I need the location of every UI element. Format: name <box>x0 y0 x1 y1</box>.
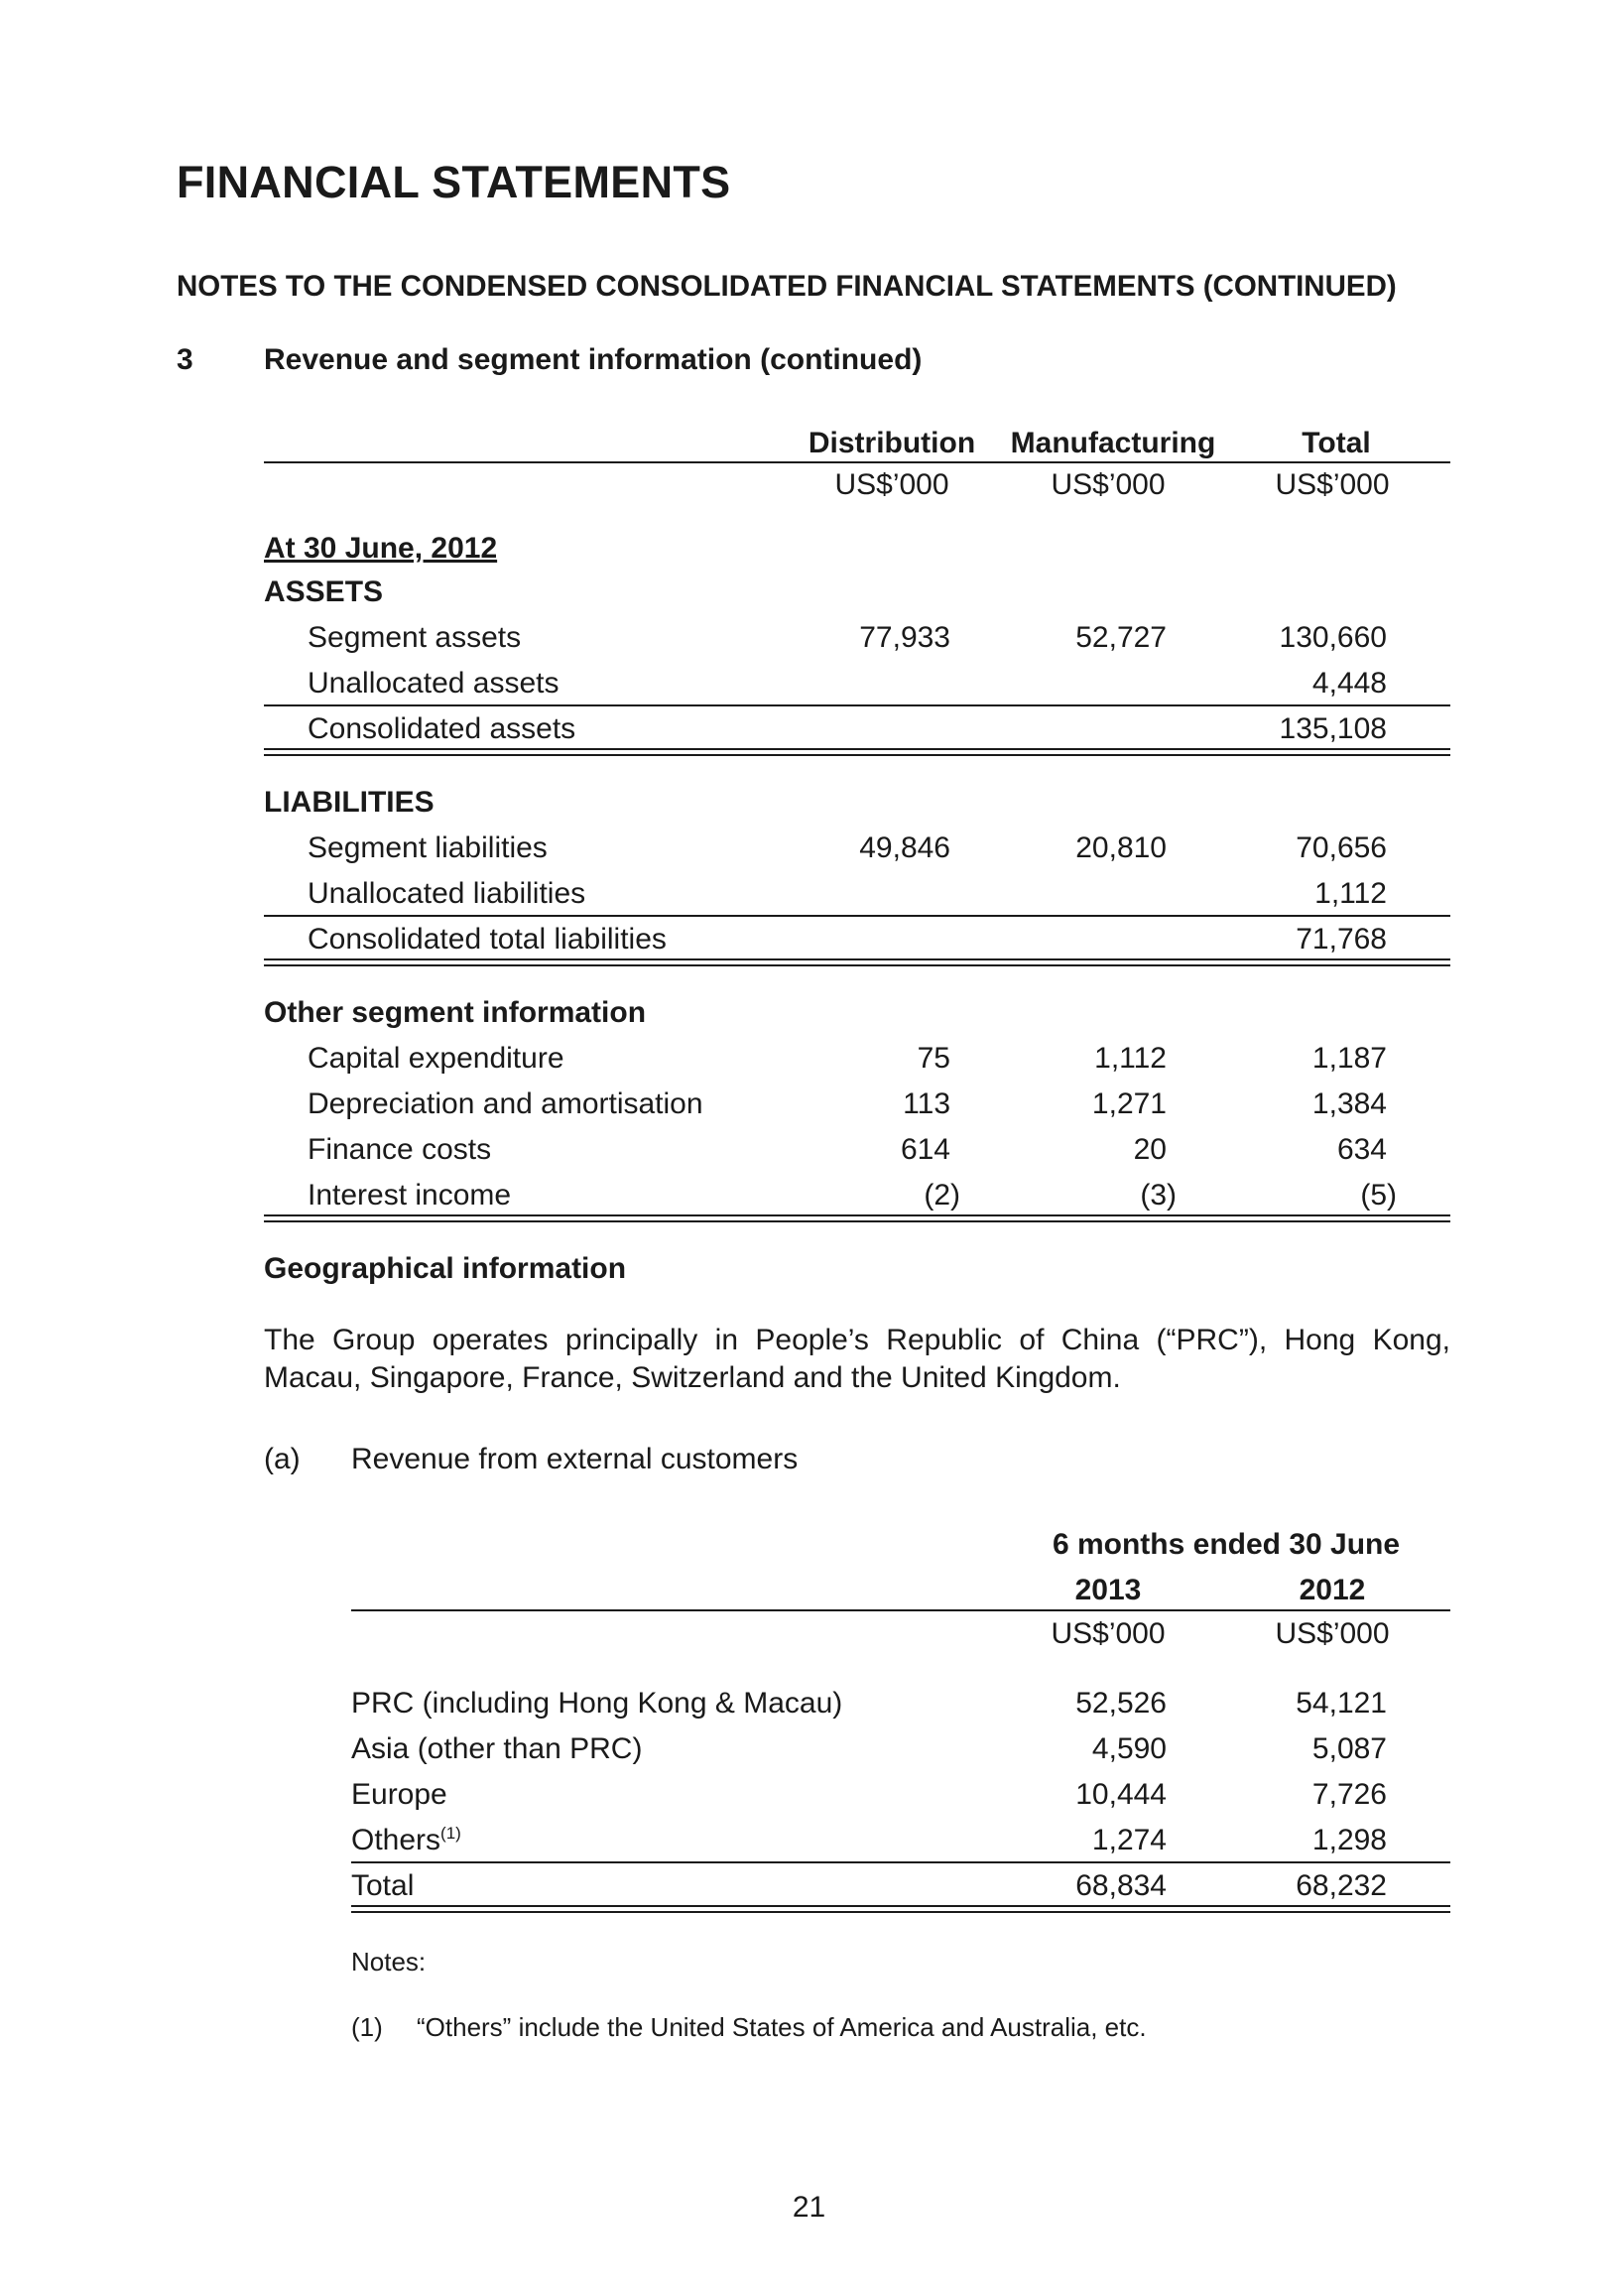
row-label: Capital expenditure <box>308 1042 564 1075</box>
date-heading: At 30 June, 2012 <box>264 532 498 565</box>
cell-value: 634 <box>1336 1133 1387 1166</box>
cell-value: 49,846 <box>859 831 950 864</box>
cell-value: 1,112 <box>1094 1042 1167 1075</box>
section-number: 3 <box>177 343 193 376</box>
cell-value: (3) <box>1140 1179 1177 1212</box>
item-marker: (a) <box>264 1443 301 1475</box>
section-title: Revenue and segment information (continued) <box>264 343 923 376</box>
subtotal-rule <box>264 915 1450 917</box>
subtotal-rule <box>264 704 1450 706</box>
unit-label: US$’000 <box>1275 1617 1390 1650</box>
column-header-manufacturing: Manufacturing <box>1010 427 1216 459</box>
item-title: Revenue from external customers <box>351 1443 799 1475</box>
column-header-total: Total <box>1302 427 1371 459</box>
total-label: Total <box>351 1869 415 1902</box>
unit-label: US$’000 <box>1051 1617 1166 1650</box>
cell-value: 1,187 <box>1311 1042 1387 1075</box>
cell-value: 52,526 <box>1075 1687 1167 1720</box>
header-rule <box>264 461 1450 463</box>
year-header: 2013 <box>1074 1574 1142 1606</box>
row-label-with-footnote <box>351 1824 461 1857</box>
cell-value: 1,274 <box>1091 1824 1167 1856</box>
cell-value: 1,271 <box>1091 1087 1167 1120</box>
cell-value: (2) <box>924 1179 960 1212</box>
unit-label: US$’000 <box>834 468 949 501</box>
total-double-rule <box>264 958 1450 966</box>
cell-value: 4,448 <box>1311 667 1387 700</box>
cell-value: 614 <box>900 1133 950 1166</box>
notes-heading: Notes: <box>351 1947 427 1977</box>
cell-value: 1,298 <box>1311 1824 1387 1856</box>
cell-value: 1,384 <box>1311 1087 1387 1120</box>
row-label: Segment liabilities <box>308 831 548 864</box>
cell-value: 130,660 <box>1279 621 1387 654</box>
row-label: Segment assets <box>308 621 522 654</box>
subtotal-rule <box>351 1861 1450 1863</box>
year-header: 2012 <box>1299 1574 1366 1606</box>
cell-value: 113 <box>903 1087 950 1120</box>
row-label: Unallocated assets <box>308 667 560 700</box>
cell-value: 5,087 <box>1311 1732 1387 1765</box>
total-value: 68,232 <box>1296 1869 1387 1902</box>
row-label: Interest income <box>308 1179 512 1212</box>
cell-value: 77,933 <box>859 621 950 654</box>
row-label: Depreciation and amortisation <box>308 1087 703 1120</box>
note-text: “Others” include the United States of America and Australia, etc. <box>417 2012 1147 2042</box>
page-title: FINANCIAL STATEMENTS <box>177 157 731 207</box>
geo-paragraph: The Group operates principally in People’s Republic of China (“PRC”), Hong Kong, Macau, Singapore, France, Switzerland and the United Kingdom. <box>264 1324 1450 1394</box>
cell-value: 7,726 <box>1311 1778 1387 1811</box>
cell-value: 75 <box>917 1042 950 1075</box>
row-label: Unallocated liabilities <box>308 877 586 910</box>
row-label: Europe <box>351 1778 447 1811</box>
total-label: Consolidated total liabilities <box>308 923 667 956</box>
period-heading: 6 months ended 30 June <box>1052 1528 1401 1561</box>
column-header-distribution: Distribution <box>808 427 976 459</box>
unit-label: US$’000 <box>1275 468 1390 501</box>
unit-label: US$’000 <box>1051 468 1166 501</box>
row-label: Others <box>351 1824 441 1856</box>
other-segment-heading: Other segment information <box>264 996 647 1029</box>
footnote-ref: (1) <box>440 1824 461 1843</box>
row-label: PRC (including Hong Kong & Macau) <box>351 1687 843 1720</box>
geo-heading: Geographical information <box>264 1252 627 1285</box>
total-double-rule <box>351 1905 1450 1913</box>
page-number: 21 <box>792 2191 826 2224</box>
cell-value: 20,810 <box>1075 831 1167 864</box>
cell-value: 4,590 <box>1091 1732 1167 1765</box>
note-marker: (1) <box>351 2012 383 2042</box>
cell-value: 70,656 <box>1296 831 1387 864</box>
cell-value: 10,444 <box>1075 1778 1167 1811</box>
row-label: Finance costs <box>308 1133 492 1166</box>
cell-value: 1,112 <box>1314 877 1387 910</box>
liabilities-heading: LIABILITIES <box>264 786 435 819</box>
assets-heading: ASSETS <box>264 575 384 608</box>
row-label: Asia (other than PRC) <box>351 1732 643 1765</box>
total-value: 68,834 <box>1075 1869 1167 1902</box>
total-double-rule <box>264 748 1450 756</box>
cell-value: 54,121 <box>1296 1687 1387 1720</box>
cell-value: 20 <box>1133 1133 1167 1166</box>
header-rule <box>351 1609 1450 1611</box>
total-value: 135,108 <box>1279 712 1387 745</box>
table-end-double-rule <box>264 1214 1450 1222</box>
page-subtitle: NOTES TO THE CONDENSED CONSOLIDATED FINANCIAL STATEMENTS (CONTINUED) <box>177 270 1397 303</box>
total-label: Consolidated assets <box>308 712 576 745</box>
cell-value: (5) <box>1360 1179 1397 1212</box>
cell-value: 52,727 <box>1075 621 1167 654</box>
total-value: 71,768 <box>1296 923 1387 956</box>
